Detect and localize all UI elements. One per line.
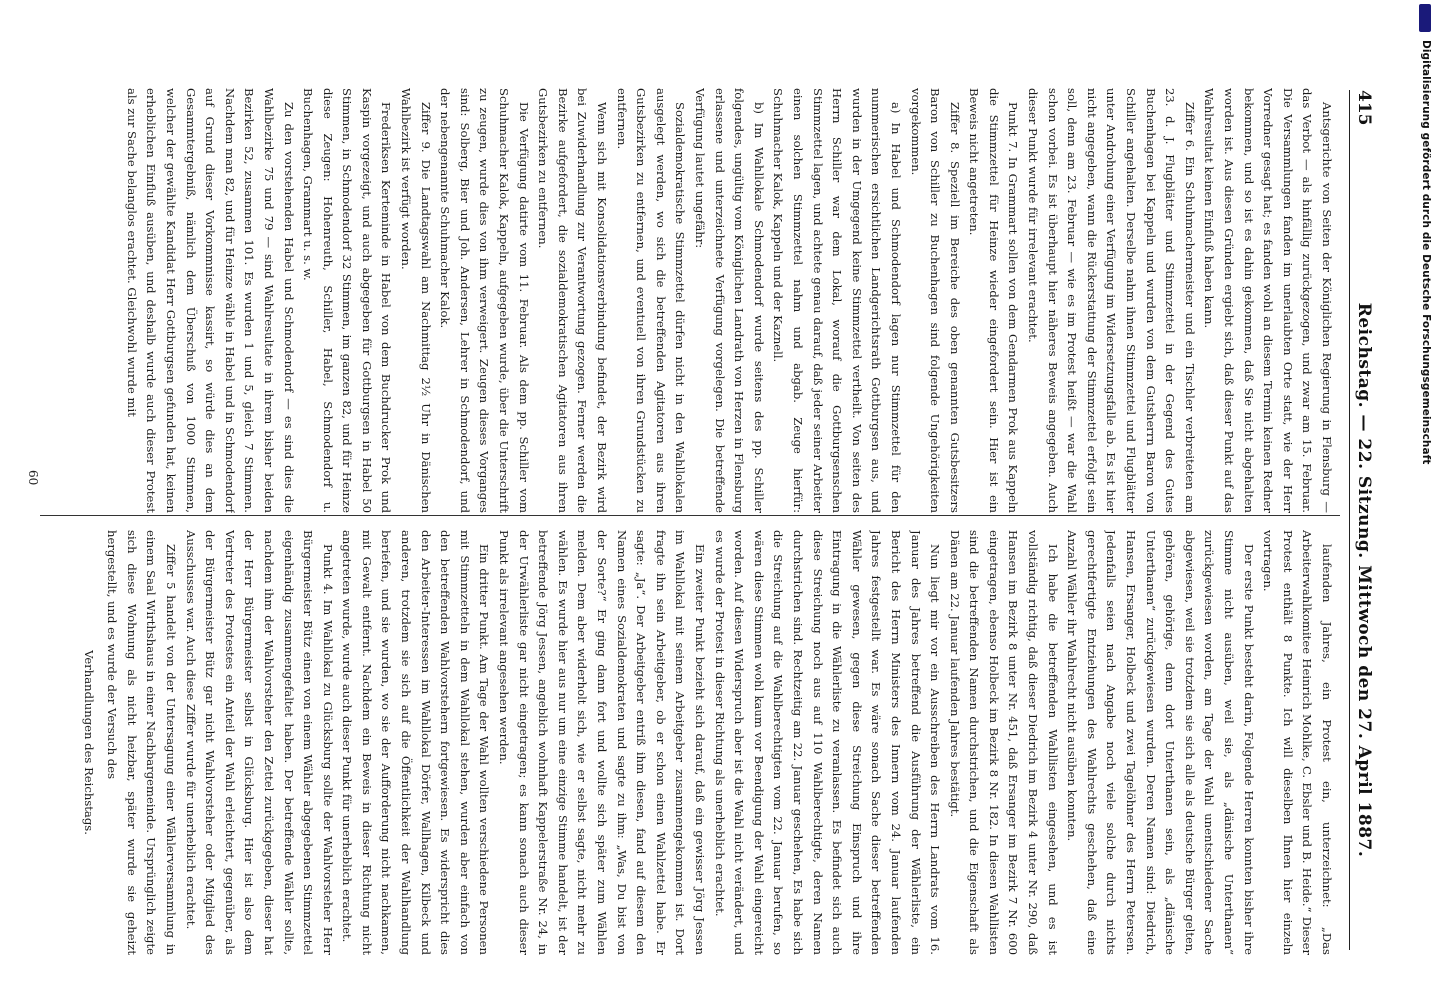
paragraph: Ein zweiter Punkt bezieht sich darauf, daß ein gewisser Jörg Jessen im Wahllokal mit seinem Arbeitgeber zusammengekommen ist. Dort fragte ihn sein Arbeitgeber, ob er schon einen Wahlzettel habe. Er sagte: „Ja“. Der Arbeitgeber entriß ihm diesen, fand auf diesem den Namen eines Sozialdemokraten und sagte zu ihm: „Was, Du bist von der Sorte?“ Er ging dann fort und wollte sich später zum Wählen melden. Dem aber widerholt sich, wie er selbst sagte, nicht mehr zu wählen. Es wurde hier aus nur um eine einzige Stimme handelt, ist der betreffende Jörg Jessen, angeblich wohnhaft Kappelerstraße Nr. 24, in der Urwählerliste gar nicht eingetragen; es kann sonach auch dieser Punkt als irrelevant angesehen werden. — [497, 530, 707, 955]
publication-footer-line: Verhandlungen des Reichstags. — [81, 650, 96, 835]
paragraph: Die Verfügung datirte vom 11. Februar. Als dem pp. Schiller vom Schuhmacher Kalok, Kappeln, aufgegeben wurde, über die Unterschrift zu zeugen, wurde dies von ihm verweigert. Zeugen dieses Vorganges sind: Solberg, Bier und Joh. Andersen, Lehrer in Schmodendorf, und der nebengenannte Schuhmacher Kalok. — [438, 88, 531, 513]
paragraph: Frederiksen Kerteminde in Habel von dem Buchdrucker Prok und Kaspin vorgezeigt, und auch abgegeben für Gottburgsen in Habel 50 Stimmen, in Schmodendorf 32 Stimmen, im ganzen 82, und für Heinze diese Zeugen: Hohenreuth, Schiller, Habel, Schmodendorf u. Buchenhagen, Grammart u. s. w. — [301, 88, 394, 513]
column-divider — [40, 515, 1340, 516]
paragraph: Antsgerichte von Seiten der Königlichen Regierung in Flensburg — das Verbot — als hinfällig zurückgezogen, und zwar am 15. Februar. Die Versammlungen fanden im unerlaubten Orte statt, wie der Herr Vorredner gesagt hat; es fanden wohl an diesem Termin keinen Redner bekommen, und so ist es dahin gekommen, daß Sie nicht abgehalten worden ist. Aus diesen Gründen ergiebt sich, daß dieser Punkt auf das Wahlresultat keinen Einfluß haben kann. — [1202, 88, 1334, 513]
paragraph: b) Im Wahllokale Schmodendorf wurde seitens des pp. Schiller folgendes, ungültig vom Königlichen Landrath von Herzen in Flensburg erlassene und unterzeichnete Verfügung vorgelegen. Die betreffende Verfügung lautet ungefähr: — [693, 88, 766, 513]
paragraph: Ziffer 5 handelt von der Untersagung einer Wählerversammlung in einem Saal Wirthshaus in einer Nachbargemeinde. Ursprünglich zeigte sich diese Wohnung als nicht heizbar, später wurde sie geheizt hergestellt, und es wurde der Versuch des — [105, 530, 178, 955]
running-header — [1349, 90, 1374, 950]
paragraph: Wenn sich mit Konsolidationsverbindung befindet, der Bezirk wird bei Zuwiderhandlung zur Verantwortung gezogen. Ferner werden die Bezirke aufgefordert, die sozialdemokratischen Agitatoren aus ihren Gutsbezirken zu entfernen. — [536, 88, 610, 513]
page-signature: 60 — [26, 470, 40, 486]
paragraph: Nun liegt mir vor ein Ausschreiben des Herrn Landrats vom 16. Januar des Jahres betreffend die Ausführung der Wählerliste, ein Bericht des Herrn Ministers des Innern vom 24. Januar laufenden Jahres festgestellt war. Es wäre sonach Sache dieser betreffenden Wähler gewesen, gegen diese Streichung Einspruch und ihre Eintragung in die Wählerliste zu veranlassen. Es befindet sich auch diese Streichung noch aus auf 110 Wahlberechtigte, deren Namen durchstrichen sind. Rechtzeitig am 22. Januar geschehen, Es habe sich die Streichung auf die Wahlberechtigten vom 22. Januar berufen, so wären diese Stimmen wohl kaum vor Beendigung der Wahl eingereicht worden. Auf diesen Widerspruch aber ist die Wahl nicht verändert, und es wurde der Protest in dieser Richtung als unerheblich erachtet. — [712, 530, 943, 955]
paragraph: Der erste Punkt besteht darin, Folgende Herren konnten bisher ihre Stimme nicht ausüben, weil sie, als „dänische Unterthanen“ zurückgewiesen worden, am Tage der Wahl unentschiedener Sache abgewiesen, weil sie trotzdem sie sich alle als deutsche Bürger gelten, gehören, gehörige, denn dort Unterthanen sein, als „dänische Unterthanen“ zurückgewiesen wurden. Deren Namen sind: Diedrich, Hansen, Ersanger, Holbeck und zwei Tagelöhner des Herrn Petersen. Jedenfalls seien nach Angabe noch viele solche durch nichts gerechtfertigte Entziehungen des Wahlrechts geschehen, daß eine Anzahl Wähler ihr Wahlrecht nicht ausüben konnten. — [1065, 530, 1256, 955]
credit-text: Digitalisierung gefördert durch die Deutsche Forschungsgemeinschaft — [1420, 40, 1432, 465]
dfg-logo — [1419, 4, 1431, 32]
paragraph: laufenden Jahres, ein Protest ein, unterzeichnet: „Das Arbeiterwahlkomitee Heinrich Mohlke, C. Ebsler und B. Heide.“ Dieser Protest enthält 8 Punkte. Ich will dieselben Ihnen hier einzeln vortragen. — [1261, 530, 1334, 955]
digitization-credit — [1416, 0, 1432, 1000]
page-number: 415 — [1354, 90, 1374, 126]
paragraph: Punkt 7. In Grammart sollen von dem Gendarmen Prok aus Kappeln die Stimmzettel für Heinze wieder eingefordert sein. Hier ist ein Beweis nicht angetreten. — [967, 88, 1021, 513]
paragraph: a) In Habel und Schmodendorf lagen nur Stimmzettel für den nummerischen ersichtlichen Landgerichtsrath Gottburgsen aus, und wurden in der Umgegend keine Stimmzettel vertheilt. Von seiten des Herrn Schiller war dem Lokal, worauf die Gottburgsenschen Stimmzettel lagen, und achtete genau darauf, daß jeder seiner Arbeiter einen solchen Stimmzettel nahm und abgab. Zeuge hierfür: Schuhmacher Kalok, Kappeln und der Kaznell. — [771, 88, 903, 513]
paragraph: Zu den vorstehenden Habel und Schmodendorf — es sind dies die Wahlbezirke 75 und 79 — sind Wahlresultate in ihrem bisher beiden Bezirken 52, zusammen 101. Es wurden 1 und 5, gleich 7 Stimmen. Nachdem man 82, und für Heinze wähle in Habel und in Schmodendorf auf Grund dieser Vorkommnisse kassirt, so würde dies an dem Gesammtergebniß, nämlich dem Überschuß von 1000 Stimmen, welcher der gewählte Kandidat Herr Gottburgsen gefunden hat, keinen erheblichen Einfluß ausüben, und deshalb wurde auch dieser Protest als zur Sache belanglos erachtet. Gleichwohl wurde mit — [124, 88, 296, 513]
paragraph: Ziffer 6. Ein Schuhmachermeister und ein Tischler verbreiteten am 23. d. J. Flugblätter und Stimmzettel in der Gegend des Gutes Buchenhagen bei Kappeln und wurden von dem Gutsherrn Baron von Schiller angehalten. Derselbe nahm ihnen Stimmzettel und Flugblätter unter Androhung einer Verfügung im Widersetzungsfalle ab. Es ist hier nicht angegeben, wann die Rückerstattung der Stimmzettel erfolgt sein soll, denn am 23. Februar — wie es im Protest heißt — war die Wahl schon vorbei. Es ist überhaupt hier näheres Beweis angegeben. Auch dieser Punkt wurde für irrelevant erachtet. — [1026, 88, 1197, 513]
left-column — [36, 88, 1336, 513]
paragraph: Ziffer 9. Die Landtagswahl am Nachmittag 2½ Uhr in Dänischen Wahlbezirk ist verfügt worden. — [399, 88, 433, 513]
paragraph: Punkt 4. Im Wahllokal zu Glücksburg sollte der Wahlvorsteher Herr Bürgermeister Bütz einen von einem Wähler abgegebenen Stimmzettel eigenhändig zusammengefaltet haben. Der betreffende Wähler sollte, nachdem ihm der Wahlvorsteher den Zettel zurückgegeben, dieser hat der Herr Bürgermeister selbst in Glücksburg. Hier ist also dem Vertreter des Protestes ein Anteil der Wahl erleichtert, gegenüber, als der Bürgermeister Bütz gar nicht Wahlvorsteher oder Mitglied des Ausschusses war. Auch diese Ziffer wurde für unerheblich erachtet. — [183, 530, 335, 955]
right-column — [36, 530, 1336, 955]
paragraph: Sozialdemokratische Stimmzettel dürfen nicht in den Wahllokalen ausgelegt werden, wo sich die betreffenden Agitatoren aus ihren Gutsbezirken zu entfernen, und eventuell von ihren Grundstücken zu entfernen. — [614, 88, 688, 513]
paragraph: Ziffer 8. Speziell im Bereiche des oben genannten Gutsbesitzers Baron von Schiller zu Buchenhagen sind folgende Ungehörigkeiten vorgekommen. — [908, 88, 962, 513]
running-title: Reichstag. — 22. Sitzung. Mittwoch den 27. April 1887. — [1354, 302, 1374, 858]
paragraph: Ein dritter Punkt. Am Tage der Wahl wollten verschiedene Personen mit Stimmzetteln in dem Wahllokal stehen, wurden aber einfach von den betreffenden Wahlvorstehern fortgewiesen. Es widerspricht dies den Arbeiter-Interessen im Wahllokal Dörfer, Wallhagen, Kilbeck und anderen, trotzdem sie sich auf die Öffentlichkeit der Wahlhandlung beriefen, und sie wurden, wo sie der Aufforderung nicht nachkamen, mit Gewalt entfernt. Nachdem ein Beweis in dieser Richtung nicht angetreten wurde, wurde auch dieser Punkt für unerheblich erachtet. — [340, 530, 492, 955]
paragraph: Ich habe die betreffenden Wahllisten eingesehen, und es ist vollständig richtig, daß dieser Diedrich im Bezirk 4 unter Nr. 290, daß Hansen im Bezirk 8 unter Nr. 451, daß Ersanger im Bezirk 7 Nr. 600 eingetragen, ebenso Holbeck im Bezirk 8 Nr. 182. In diesen Wahllisten sind die betreffenden Namen durchstrichen, und die Eigenschaft als Dänen am 22. Januar laufenden Jahres bestätigt. — [947, 530, 1060, 955]
